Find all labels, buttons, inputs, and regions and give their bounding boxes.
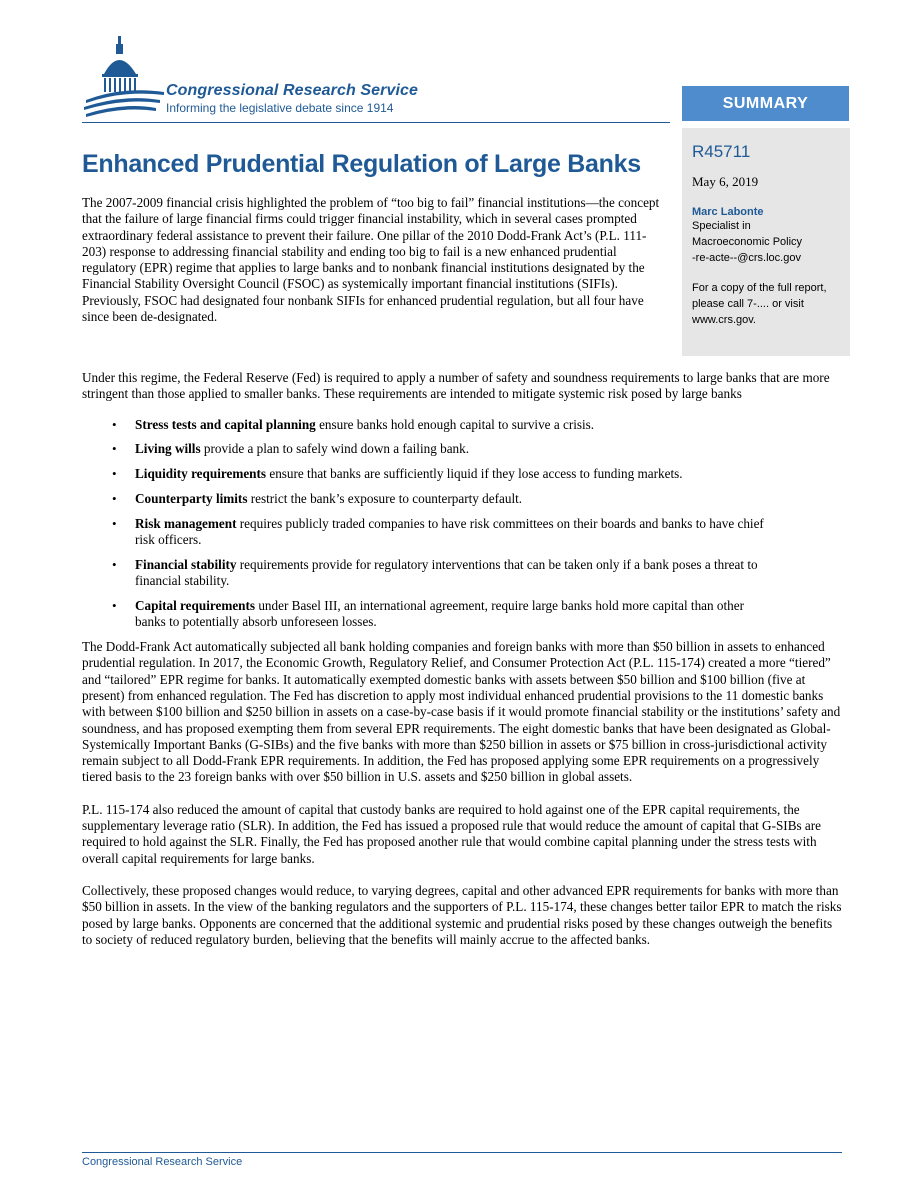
list-item [82,557,775,590]
copy-note-line: please call 7-.... or visit [692,298,804,310]
author-title-line: Macroeconomic Policy [692,236,803,248]
bullet-text: under Basel III, an international agreement, require large banks hold more capital than other banks to potentially absorb unforeseen losses. [135,597,744,630]
bullet-text: provide a plan to safely wind down a failing bank. [200,441,470,457]
footer-divider [82,1152,842,1153]
copy-note-line: For a copy of the full report, [692,282,827,294]
bullet-text: restrict the bank’s exposure to counterparty default. [247,490,523,506]
summary-heading: SUMMARY [682,86,849,121]
report-date: May 6, 2019 [692,174,759,189]
page-title: Enhanced Prudential Regulation of Large Banks [82,150,641,178]
bullet-text: ensure that banks are sufficiently liquid if they lose access to funding markets. [266,466,683,482]
header-divider [82,122,670,123]
list-item [82,598,775,631]
bullet-term: Financial stability [135,556,237,572]
bullet-term: Counterparty limits [135,490,248,506]
bullet-term: Living wills [135,441,201,457]
list-item [82,491,775,507]
summary-body [82,370,842,948]
bullet-term: Liquidity requirements [135,466,267,482]
requirements-list [82,417,842,631]
list-item [82,516,775,549]
list-item [82,466,775,482]
dodd-frank-paragraph: The Dodd-Frank Act automatically subjected all bank holding companies and foreign banks with more than $50 billion in assets to enhanced prudential regulation. In 2017, the Economic Growth, Regulatory Relief, and Consumer Protection Act (P.L. 115-174) created a more “tiered” and “tailored” EPR regime for banks. It automatically exempted domestic banks with assets between $50 billion and $100 billion (five at present) from enhanced regulation. The Fed has discretion to apply most individual enhanced prudential provisions to the 11 domestic banks with between $100 billion and $250 billion in assets on a case-by-case basis if it would promote financial stability or the institutions’ safety and soundness, and has proposed exempting them from several EPR requirements. The eight domestic banks that have been designated as Global-Systemically Important Banks (G-SIBs) and the five banks with more than $250 billion in assets or $75 billion in cross-jurisdictional activity remain subject to all Dodd-Frank EPR requirements. In addition, the Fed has proposed applying some EPR requirements on a progressively tiered basis to the 23 foreign banks with over $50 billion in U.S. assets and $250 billion in global assets. [82,639,841,785]
regime-paragraph: Under this regime, the Federal Reserve (Fed) is required to apply a number of safety and soundness requirements to large banks that are more stringent than those applied to smaller banks. These requirements are intended to mitigate systemic risk posed by large banks [82,370,830,402]
bullet-text: ensure banks hold enough capital to survive a crisis. [315,416,595,432]
intro-paragraph: The 2007-2009 financial crisis highlighted the problem of “too big to fail” financial institutions—the concept that the failure of large financial firms could trigger financial instability, which in several cases prompted extraordinary federal assistance to prevent their failure. One pillar of the 2010 Dodd-Frank Act’s (P.L. 111-203) response to addressing financial stability and ending too big to fail is a new enhanced prudential regulatory (EPR) regime that applies to large banks and to nonbank financial institutions designated by the Financial Stability Oversight Council (FSOC) as systemically important financial institutions (SIFIs). Previously, FSOC had designated four nonbank SIFIs for enhanced prudential regulation, but all four have since been de-designated. [82,195,660,325]
org-name: Congressional Research Service [166,82,419,99]
author-email[interactable]: -re-acte--@crs.loc.gov [692,252,801,264]
custody-banks-paragraph: P.L. 115-174 also reduced the amount of capital that custody banks are required to hold against one of the EPR capital requirements, the supplementary leverage ratio (SLR). In addition, the Fed has issued a proposed rule that would reduce the amount of capital that G-SIBs are required to hold against the SLR. Finally, the Fed has proposed another rule that would combine capital planning under the stress tests with overall capital requirements for large banks. [82,801,822,866]
page-footer: Congressional Research Service [82,1156,243,1168]
crs-website-link[interactable]: www.crs.gov. [692,314,756,326]
list-item [82,417,775,433]
bullet-term: Stress tests and capital planning [135,416,316,432]
bullet-term: Capital requirements [135,597,256,613]
bullet-text: requires publicly traded companies to have risk committees on their boards and banks to have chief risk officers. [135,515,764,548]
conclusion-paragraph: Collectively, these proposed changes would reduce, to varying degrees, capital and other advanced EPR requirements for banks with more than $50 billion in assets. In the view of the banking regulators and the supporters of P.L. 115-174, these changes better tailor EPR to match the risks posed by large banks. Opponents are concerned that the additional systemic and prudential risks posed by these changes outweigh the benefits to society of reduced regulatory burden, believing that the benefits will mainly accrue to the affected banks. [82,882,842,947]
bullet-term: Risk management [135,515,237,531]
bullet-text: requirements provide for regulatory interventions that can be taken only if a bank poses a threat to financial stability. [135,556,758,589]
author-title-line: Specialist in [692,220,751,232]
org-tagline: Informing the legislative debate since 1914 [166,101,394,115]
report-number: R45711 [692,142,751,161]
author-name: Marc Labonte [692,206,764,218]
list-item [82,441,775,457]
summary-sidebar [682,128,850,356]
